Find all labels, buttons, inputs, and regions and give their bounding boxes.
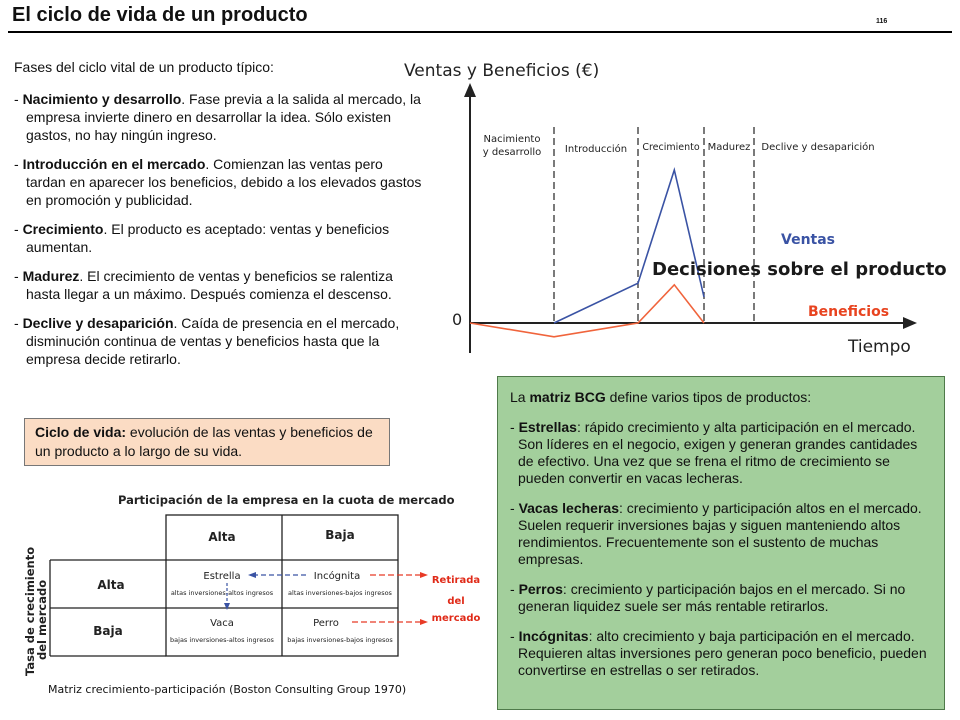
series-label-beneficios: Beneficios — [808, 304, 890, 320]
cell-name: Incógnita — [313, 571, 361, 582]
bcg-intro-pre: La — [510, 389, 530, 405]
bcg-item-name: Perros — [518, 581, 563, 597]
retire-label: del — [447, 596, 465, 607]
phase-name: Crecimiento — [22, 221, 104, 237]
phase-desc: . El crecimiento de ventas y beneficios se ralentiza hasta llegar a un máximo. Después comienza el descenso. — [26, 268, 393, 302]
bcg-item-name: Vacas lecheras — [518, 500, 619, 516]
page-title: El ciclo de vida de un producto — [12, 4, 308, 26]
arrow-head — [248, 572, 256, 578]
phases-text — [14, 58, 424, 379]
phases-intro: Fases del ciclo vital de un producto típico: — [14, 59, 274, 75]
y-axis-arrow — [464, 83, 476, 97]
bcg-item: - Perros: crecimiento y participación bajos en el mercado. Si no generan liquidez suele ser más rentable retirarlos. — [510, 581, 906, 614]
callout-text: evolución de las ventas y beneficios de un producto a lo largo de su vida. — [35, 424, 373, 459]
bcg-item-text: : alto crecimiento y baja participación en el mercado. Requieren altas inversiones pero generan poco beneficio, pueden convertirse en estrellas o ser retirados. — [518, 628, 927, 678]
phase-item: - Introducción en el mercado. Comienzan las ventas pero tardan en aparecer los beneficios, debido a los elevados gastos en promoción y publicidad. — [14, 156, 422, 208]
matrix-top-label: Participación de la empresa en la cuota de mercado — [118, 493, 455, 507]
phase-name: Madurez — [22, 268, 80, 284]
row-header: Alta — [97, 578, 125, 592]
zero-label: 0 — [452, 310, 463, 329]
phase-desc: . El producto es aceptado: ventas y beneficios aumentan. — [26, 221, 390, 255]
arrow-head — [420, 572, 428, 578]
col-header: Baja — [325, 528, 355, 542]
lifecycle-chart — [400, 55, 950, 360]
matrix-side-label: Tasa de crecimiento — [23, 546, 37, 676]
bcg-intro-post: define varios tipos de productos: — [605, 389, 812, 405]
bcg-item: - Estrellas: rápido crecimiento y alta participación en el mercado. Son líderes en el negocio, exigen y generan grandes cantidades de efectivo. Una vez que se frena el ritmo de crecimiento se pueden convertir en vacas lecheras. — [510, 419, 918, 486]
cell-sub: altas inversiones-altos ingresos — [170, 589, 274, 597]
stage-label: Madurez — [707, 142, 751, 153]
bcg-description-box — [497, 376, 945, 710]
bcg-item: - Incógnitas: alto crecimiento y baja participación en el mercado. Requieren altas inversiones pero generan poco beneficio, pueden convertirse en estrellas o ser retirados. — [510, 628, 927, 678]
matrix-caption: Matriz crecimiento-participación (Boston Consulting Group 1970) — [48, 683, 407, 696]
arrow-head — [420, 619, 428, 625]
phase-name: Declive y desaparición — [22, 315, 174, 331]
bcg-item: - Vacas lecheras: crecimiento y participación altos en el mercado. Suelen requerir inversiones bajas y siguen manteniendo altos rendimientos. Frecuentemente son el sustento de muchas empresas. — [510, 500, 922, 567]
bcg-item-text: : crecimiento y participación bajos en el mercado. Si no generan liquidez suele ser más rentable retirarlos. — [518, 581, 906, 614]
bcg-item-name: Estrellas — [518, 419, 577, 435]
stage-label: Declive y desaparición — [761, 142, 875, 153]
phase-desc: . Comienzan las ventas pero tardan en aparecer los beneficios, debido a los elevados gastos en promoción y publicidad. — [26, 156, 422, 208]
stage-label: y desarrollo — [482, 147, 542, 158]
phase-item: - Nacimiento y desarrollo. Fase previa a la salida al mercado, la empresa invierte dinero en desarrollar la idea. Sólo existen gastos, no hay ningún ingreso. — [14, 91, 421, 143]
y-axis-label: Ventas y Beneficios (€) — [404, 61, 600, 81]
phase-item: - Declive y desaparición. Caída de presencia en el mercado, disminución continua de ventas y beneficios hasta que la empresa decide retirarlo. — [14, 315, 400, 367]
phase-item: - Crecimiento. El producto es aceptado: ventas y beneficios aumentan. — [14, 221, 390, 255]
bcg-item-name: Incógnitas — [518, 628, 589, 644]
cell-sub: bajas inversiones-bajos ingresos — [287, 636, 393, 644]
series-line-ventas — [554, 170, 704, 323]
x-axis-label: Tiempo — [848, 337, 911, 357]
stage-label: Introducción — [564, 144, 628, 155]
cell-sub: bajas inversiones-altos ingresos — [170, 636, 274, 644]
phase-name: Nacimiento y desarrollo — [22, 91, 182, 107]
stage-dividers — [554, 127, 754, 323]
row-header: Baja — [93, 624, 123, 638]
cell-name: Vaca — [210, 618, 234, 629]
phase-item: - Madurez. El crecimiento de ventas y beneficios se ralentiza hasta llegar a un máximo. Después comienza el descenso. — [14, 268, 393, 302]
matrix-side-label: del mercado — [35, 579, 49, 660]
series-line-beneficios — [470, 285, 704, 337]
x-axis-arrow — [903, 317, 917, 329]
phase-desc: . Caída de presencia en el mercado, disminución continua de ventas y beneficios hasta que la empresa decide retirarlo. — [26, 315, 400, 367]
overlay-heading: Decisiones sobre el producto — [652, 259, 947, 280]
stage-label: Crecimiento — [642, 142, 700, 153]
cell-sub: altas inversiones-bajos ingresos — [288, 589, 392, 597]
cell-name: Estrella — [203, 571, 241, 582]
bcg-matrix-diagram — [0, 488, 495, 683]
phase-name: Introducción en el mercado — [22, 156, 206, 172]
col-header: Alta — [208, 530, 236, 544]
series-label-ventas: Ventas — [781, 232, 836, 248]
title-rule — [8, 31, 952, 33]
bcg-item-text: : rápido crecimiento y alta participación en el mercado. Son líderes en el negocio, exigen y generan grandes cantidades de efectivo. Una vez que se frena el ritmo de crecimiento se pueden convertir en vacas lecheras. — [518, 419, 918, 486]
lifecycle-definition-box — [24, 418, 390, 466]
phase-desc: . Fase previa a la salida al mercado, la empresa invierte dinero en desarrollar la idea. Sólo existen gastos, no hay ningún ingreso. — [26, 91, 421, 143]
retire-label: Retirada — [431, 575, 481, 586]
stage-label: Nacimiento — [483, 134, 541, 145]
retire-label: mercado — [431, 613, 481, 624]
page-number: 116 — [876, 18, 888, 25]
bcg-item-text: : crecimiento y participación altos en el mercado. Suelen requerir inversiones bajas y siguen manteniendo altos rendimientos. Frecuentemente son el sustento de muchas empresas. — [518, 500, 922, 567]
bcg-intro-term: matriz BCG — [529, 389, 606, 405]
bcg-intro — [510, 389, 932, 406]
callout-term: Ciclo de vida: — [35, 424, 127, 440]
arrow-head — [224, 603, 230, 610]
cell-name: Perro — [313, 618, 339, 629]
